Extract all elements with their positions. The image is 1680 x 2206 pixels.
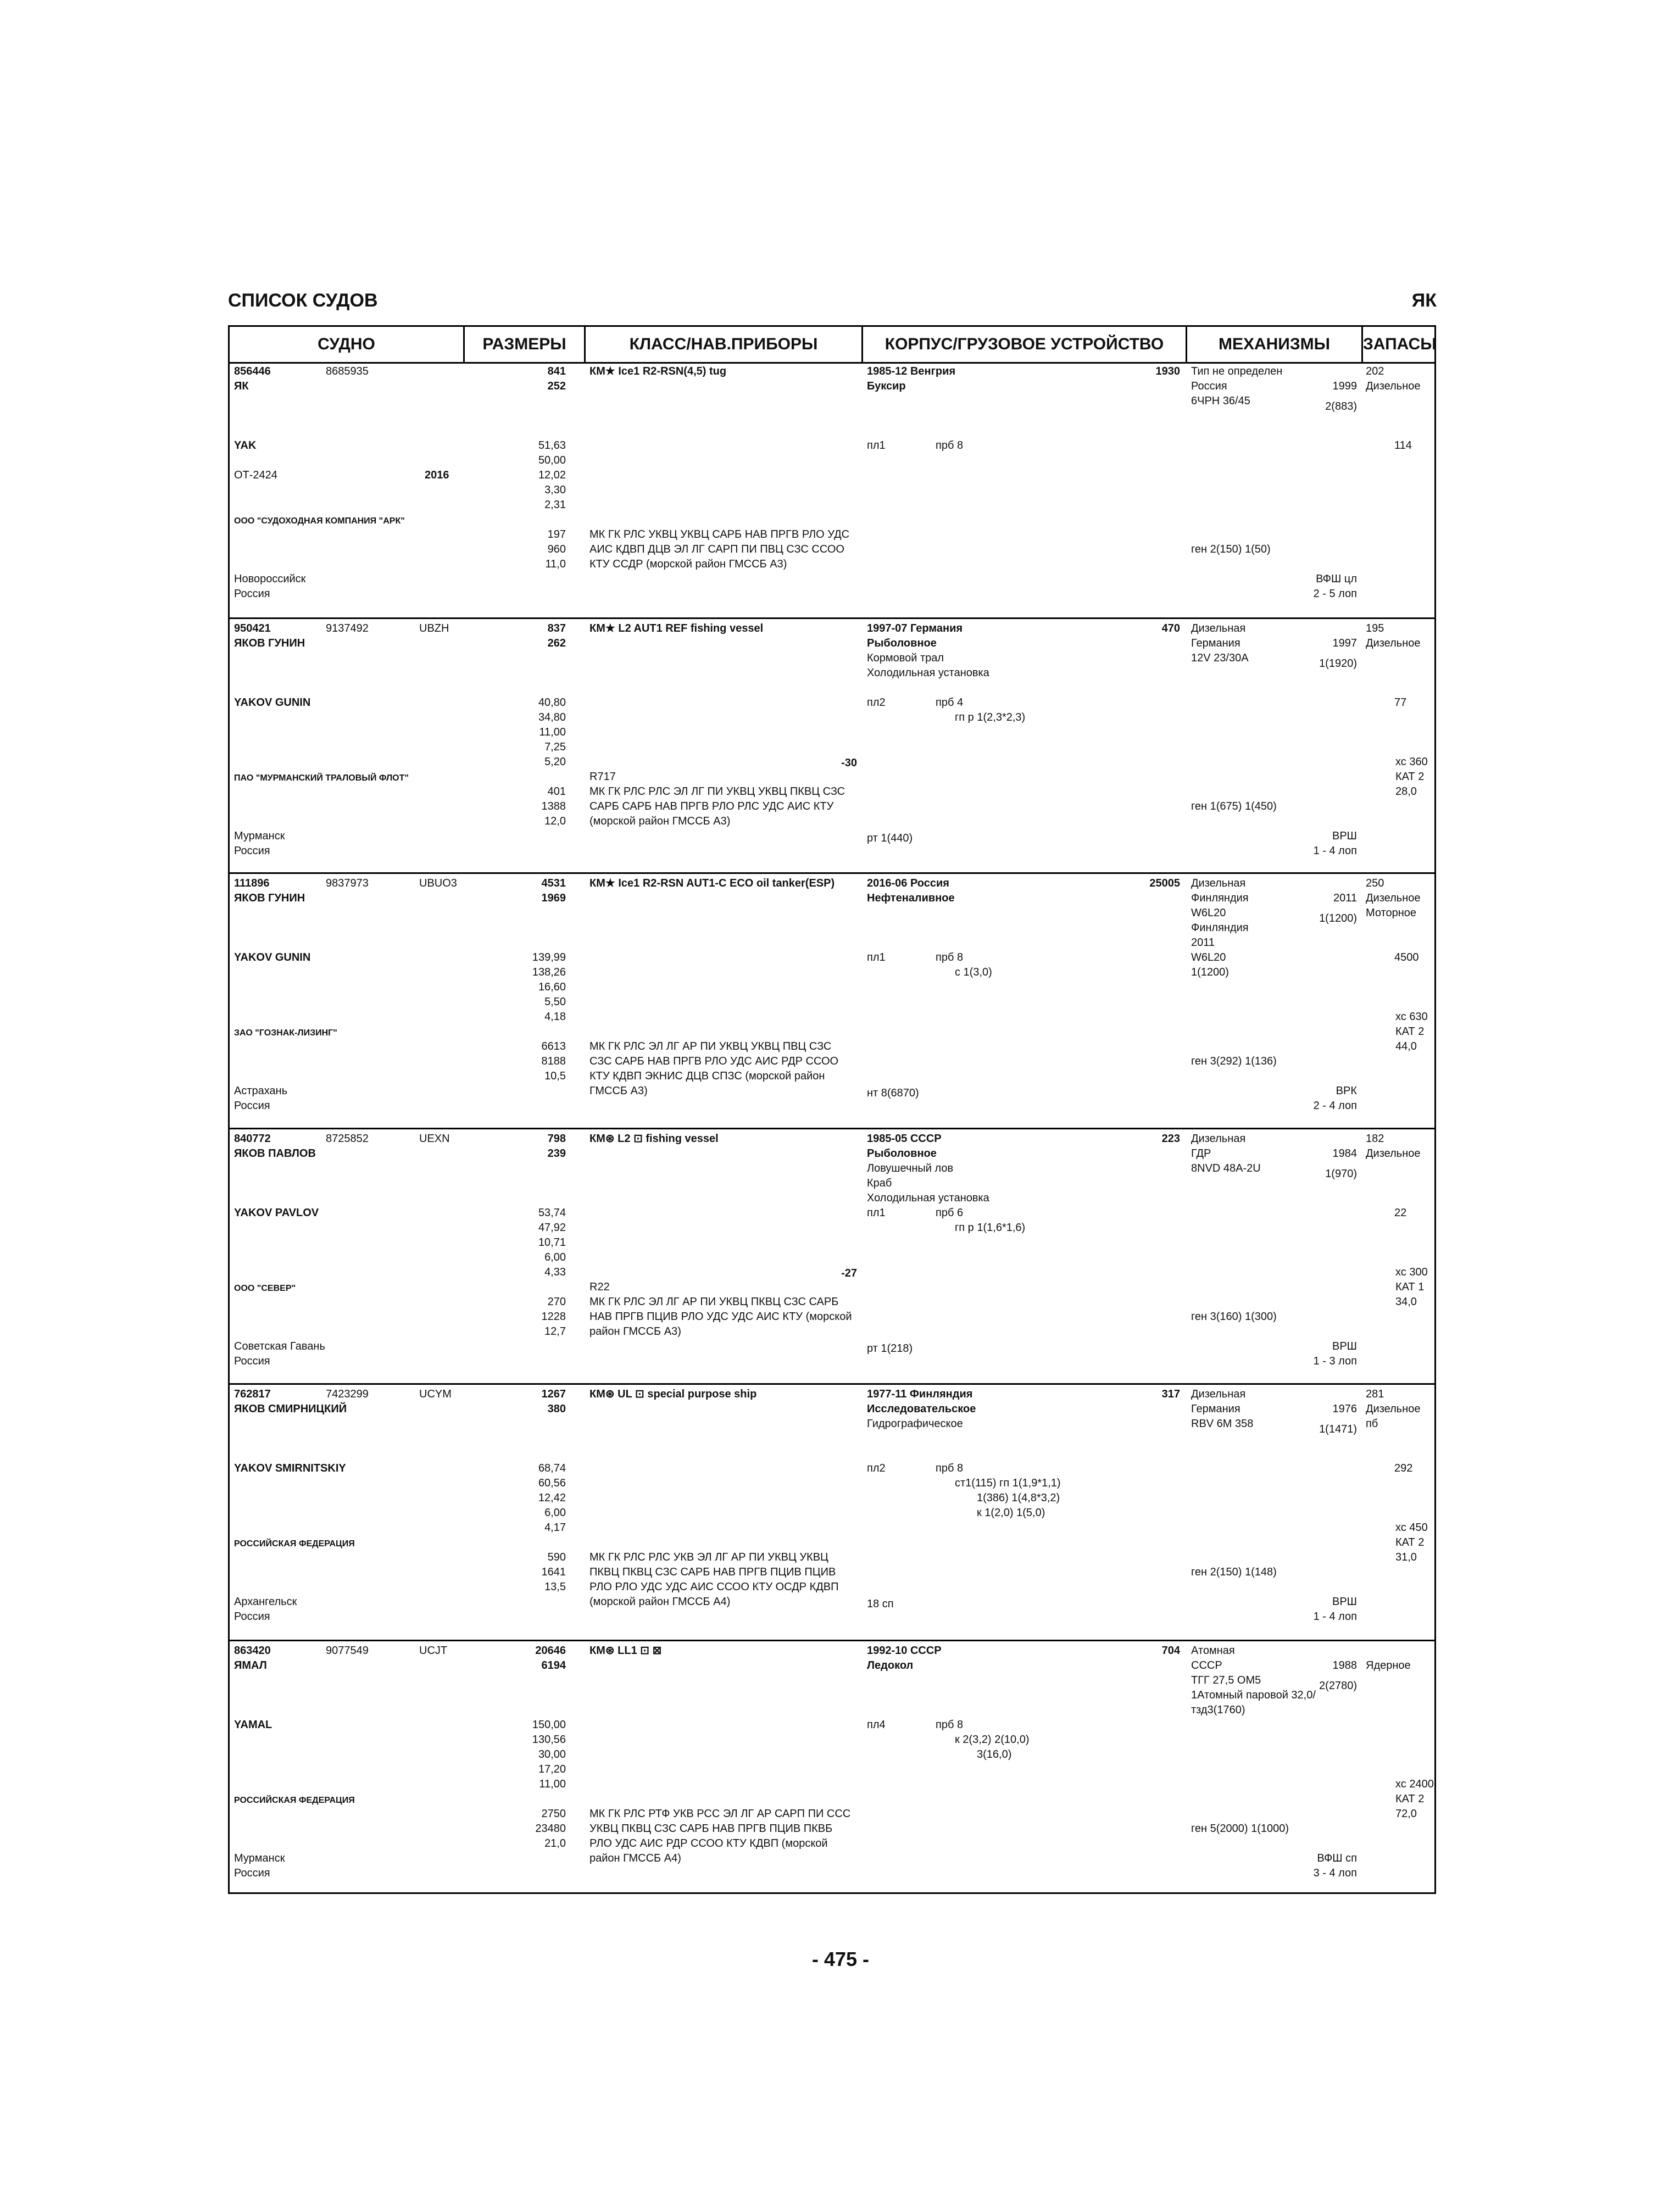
fuel-type: Ядерное: [1366, 1659, 1411, 1672]
engine-extra: Финляндия: [1191, 922, 1249, 934]
engine-country: Финляндия: [1191, 892, 1249, 904]
tonnage-value: 11,0: [545, 558, 566, 570]
category: КАТ 2: [1395, 1793, 1425, 1805]
tonnage-value: 2750: [541, 1808, 566, 1820]
propeller: ВФШ сп: [1317, 1852, 1357, 1864]
propeller: ВРШ: [1332, 1340, 1357, 1352]
vessel-owner: ООО "СУДОХОДНАЯ КОМПАНИЯ "АРК": [234, 516, 405, 526]
vessel-name: ЯМАЛ: [234, 1659, 267, 1672]
nav-equipment: МК ГК РЛС РЛС ЭЛ ЛГ ПИ УКВЦ УКВЦ ПКВЦ СЗС САРБ САРБ НАВ ПРГВ РЛО РЛС УДС АИС КТУ (морской район ГМССБ А3): [589, 786, 845, 827]
dimension-value: 11,00: [539, 726, 566, 738]
dimension-value: 47,92: [538, 1222, 566, 1234]
vessel-country: Россия: [234, 1100, 270, 1112]
build-info: 1992-10 СССР: [867, 1645, 942, 1657]
fuel-extra: Моторное: [1366, 907, 1417, 919]
gross-tonnage: 837: [547, 622, 566, 634]
engine-type: Дизельная: [1191, 877, 1246, 889]
propeller-blades: 2 - 5 лоп: [1313, 588, 1357, 600]
dimension-value: 50,00: [538, 454, 566, 466]
deck-info: пл2: [867, 697, 886, 709]
dimension-value: 4,33: [544, 1266, 566, 1278]
engine-power: 1(1920): [1319, 658, 1357, 670]
class-notation: КМ★ L2 AUT1 REF fishing vessel: [589, 622, 764, 634]
engine-extra: W6L20: [1191, 951, 1226, 963]
generators: ген 3(292) 1(136): [1191, 1055, 1277, 1067]
nav-equipment: МК ГК РЛС УКВЦ УКВЦ САРБ НАВ ПРГВ РЛО УДС АИС КДВП ДЦВ ЭЛ ЛГ САРП ПИ ПВЦ СЗС ССОО КТУ ССДР (морской район ГМССБ А3): [589, 528, 850, 570]
vessel-type: Нефтеналивное: [867, 892, 955, 904]
column-header-supplies: ЗАПАСЫ: [1361, 327, 1434, 362]
vessel-name-latin: YAKOV GUNIN: [234, 951, 311, 963]
vessel-extra-id: ОТ-2424: [234, 469, 277, 481]
speed: 44,0: [1395, 1040, 1417, 1052]
deck-info: пл1: [867, 951, 886, 963]
engine-extra: 1Атомный паровой 32,0/: [1191, 1689, 1316, 1701]
engine-country: СССР: [1191, 1659, 1222, 1672]
nav-extra: R22: [589, 1281, 610, 1293]
fuel-extra: пб: [1366, 1418, 1378, 1430]
tonnage-value: 401: [547, 786, 566, 798]
vessel-record: [230, 872, 1434, 1128]
engine-power: 1(970): [1325, 1168, 1357, 1180]
vessel-reg-number: 111896: [234, 877, 270, 889]
engine-model: 8NVD 48A-2U: [1191, 1162, 1261, 1174]
water-amount: 4500: [1394, 951, 1419, 963]
propeller: ВФШ цл: [1316, 573, 1357, 585]
engine-year: 1976: [1332, 1403, 1357, 1415]
tonnage-value: 1388: [541, 800, 566, 812]
vessel-type: Рыболовное: [867, 637, 937, 649]
fuel-amount: 202: [1366, 365, 1384, 377]
tonnage-value: 1641: [541, 1566, 566, 1578]
hull-number: 470: [1161, 622, 1180, 634]
water-amount: 292: [1394, 1462, 1413, 1474]
engine-type: Дизельная: [1191, 1388, 1246, 1400]
vessel-name: ЯКОВ СМИРНИЦКИЙ: [234, 1403, 347, 1415]
engine-extra: 1(1200): [1191, 966, 1229, 978]
vessel-owner: ООО "СЕВЕР": [234, 1284, 296, 1293]
propeller-blades: 2 - 4 лоп: [1313, 1100, 1357, 1112]
vessel-name: ЯКОВ ПАВЛОВ: [234, 1147, 316, 1160]
generators: ген 2(150) 1(148): [1191, 1566, 1277, 1578]
dimension-value: 139,99: [532, 951, 566, 963]
engine-power: 2(883): [1325, 400, 1357, 413]
tonnage-value: 6613: [541, 1040, 566, 1052]
net-tonnage: 6194: [541, 1659, 566, 1672]
vessel-record: [230, 617, 1434, 872]
generators: ген 2(150) 1(50): [1191, 543, 1271, 555]
tonnage-value: 23480: [535, 1823, 566, 1835]
nav-extra: R717: [589, 771, 616, 783]
vessel-country: Россия: [234, 1867, 270, 1879]
dimension-value: 68,74: [538, 1462, 566, 1474]
tonnage-value: 12,0: [544, 815, 566, 827]
fuel-amount: 195: [1366, 622, 1384, 634]
page-header: [228, 290, 1437, 317]
vessel-call-sign: UBZH: [419, 622, 449, 634]
vessel-country: Россия: [234, 588, 270, 600]
vessel-reg-number: 856446: [234, 365, 271, 377]
vessel-imo: 7423299: [326, 1388, 369, 1400]
column-header-machinery: МЕХАНИЗМЫ: [1186, 327, 1361, 362]
vessel-port: Советская Гавань: [234, 1340, 325, 1352]
build-info: 1977-11 Финляндия: [867, 1388, 973, 1400]
dimension-value: 150,00: [532, 1719, 566, 1731]
ice-temperature: -30: [841, 757, 857, 769]
dimension-value: 34,80: [538, 711, 566, 723]
class-notation: КМ★ Ice1 R2-RSN(4,5) tug: [589, 365, 727, 377]
dimension-value: 6,00: [544, 1251, 566, 1263]
deck-info: пл2: [867, 1462, 886, 1474]
dimension-value: 3,30: [544, 484, 566, 496]
engine-model: 6ЧРН 36/45: [1191, 395, 1250, 407]
bulkheads-info: прб 8: [936, 1719, 964, 1731]
tonnage-value: 270: [547, 1296, 566, 1308]
vessel-record: [230, 362, 1434, 617]
vessel-call-sign: UBUO3: [419, 877, 457, 889]
nav-equipment: МК ГК РЛС РТФ УКВ РСС ЭЛ ЛГ АР САРП ПИ ССС УКВЦ ПКВЦ СЗС САРБ НАВ ПРГВ ПЦИВ ПКВБ РЛО УДС АИС РДР ССОО КТУ КДВП (морской район ГМССБ А4): [589, 1808, 851, 1864]
engine-power: 1(1471): [1319, 1423, 1357, 1435]
tonnage-value: 8188: [541, 1055, 566, 1067]
dimension-value: 53,74: [538, 1207, 566, 1219]
dimension-value: 12,42: [538, 1492, 566, 1504]
fuel-amount: 182: [1366, 1133, 1384, 1145]
cargo-note: рт 1(218): [867, 1342, 913, 1355]
cargo-gear: ст1(115) гп 1(1,9*1,1): [955, 1477, 1061, 1489]
hull-number: 223: [1161, 1133, 1180, 1145]
hull-extra: Гидрографическое: [867, 1418, 963, 1430]
class-notation: КМ★ Ice1 R2-RSN AUT1-C ECO oil tanker(ESP): [589, 877, 835, 889]
dimension-value: 11,00: [539, 1778, 566, 1790]
tonnage-value: 960: [547, 543, 566, 555]
vessel-owner: РОССИЙСКАЯ ФЕДЕРАЦИЯ: [234, 1796, 355, 1805]
gross-tonnage: 1267: [541, 1388, 566, 1400]
engine-model: ТГГ 27,5 ОМ5: [1191, 1674, 1261, 1686]
bulkheads-info: прб 8: [936, 951, 964, 963]
vessel-imo: 9077549: [326, 1645, 369, 1657]
category: КАТ 1: [1395, 1281, 1425, 1293]
ice-temperature: -27: [841, 1267, 857, 1279]
vessel-reg-number: 840772: [234, 1133, 271, 1145]
cargo-gear: гп р 1(1,6*1,6): [955, 1222, 1026, 1234]
engine-model: 12V 23/30A: [1191, 652, 1249, 664]
engine-extra: 2011: [1191, 937, 1215, 949]
category: КАТ 2: [1395, 1536, 1425, 1548]
engine-country: Германия: [1191, 637, 1240, 649]
fuel-type: Дизельное: [1366, 892, 1421, 904]
engine-model: RBV 6M 358: [1191, 1418, 1254, 1430]
dimension-value: 7,25: [544, 741, 566, 753]
engine-year: 2011: [1333, 892, 1357, 904]
tonnage-value: 197: [547, 528, 566, 541]
column-header-hull: КОРПУС/ГРУЗОВОЕ УСТРОЙСТВО: [861, 327, 1186, 362]
propeller: ВРШ: [1332, 1596, 1357, 1608]
cargo-note: 18 сп: [867, 1598, 894, 1610]
engine-type: Тип не определен: [1191, 365, 1283, 377]
engine-power: 1(1200): [1319, 912, 1357, 924]
cargo-note: рт 1(440): [867, 832, 913, 844]
vessel-port: Мурманск: [234, 830, 285, 842]
dimension-value: 60,56: [538, 1477, 566, 1489]
cargo-note: нт 8(6870): [867, 1087, 919, 1099]
bulkheads-info: прб 6: [936, 1207, 964, 1219]
range: хс 2400: [1395, 1778, 1434, 1790]
class-notation: КМ⊛ UL ⊡ special purpose ship: [589, 1388, 757, 1400]
generators: ген 3(160) 1(300): [1191, 1311, 1277, 1323]
propeller-blades: 1 - 3 лоп: [1313, 1355, 1357, 1367]
dimension-value: 138,26: [532, 966, 566, 978]
dimension-value: 5,20: [544, 756, 566, 768]
vessel-reg-number: 762817: [234, 1388, 271, 1400]
vessel-owner: ЗАО "ГОЗНАК-ЛИЗИНГ": [234, 1028, 337, 1038]
tonnage-value: 1228: [541, 1311, 566, 1323]
column-header-class: КЛАСС/НАВ.ПРИБОРЫ: [584, 327, 861, 362]
net-tonnage: 1969: [541, 892, 566, 904]
engine-country: Россия: [1191, 380, 1227, 392]
engine-type: Атомная: [1191, 1645, 1235, 1657]
category: КАТ 2: [1395, 771, 1425, 783]
page-title: СПИСОК СУДОВ: [228, 290, 378, 311]
hull-extra: Ловушечный лов: [867, 1162, 954, 1174]
page-number: - 475 -: [811, 1948, 870, 1970]
vessel-name-latin: YAKOV PAVLOV: [234, 1207, 319, 1219]
propeller: ВРШ: [1332, 830, 1357, 842]
vessel-call-sign: UCJT: [419, 1645, 448, 1657]
vessel-name: ЯКОВ ГУНИН: [234, 637, 305, 649]
nav-equipment: МК ГК РЛС РЛС УКВ ЭЛ ЛГ АР ПИ УКВЦ УКВЦ ПКВЦ ПКВЦ СЗС САРБ НАВ ПРГВ ПЦИВ ПЦИВ РЛО РЛО УДС УДС АИС ССОО КТУ ОСДР КДВП (морской район ГМССБ А4): [589, 1551, 839, 1608]
dimension-value: 4,17: [544, 1522, 566, 1534]
class-notation: КМ⊛ L2 ⊡ fishing vessel: [589, 1133, 719, 1145]
water-amount: 77: [1394, 697, 1407, 709]
dimension-value: 51,63: [538, 439, 566, 452]
vessel-reg-number: 863420: [234, 1645, 271, 1657]
fuel-amount: 250: [1366, 877, 1384, 889]
speed: 34,0: [1395, 1296, 1417, 1308]
vessel-name-latin: YAKOV SMIRNITSKIY: [234, 1462, 346, 1474]
gross-tonnage: 20646: [535, 1645, 566, 1657]
vessel-extra-year: 2016: [425, 469, 449, 481]
range: хс 300: [1395, 1266, 1428, 1278]
vessel-type: Исследовательское: [867, 1403, 976, 1415]
vessel-imo: 8725852: [326, 1133, 369, 1145]
dimension-value: 30,00: [538, 1748, 566, 1761]
engine-type: Дизельная: [1191, 622, 1246, 634]
bulkheads-info: прб 8: [936, 439, 964, 452]
vessel-call-sign: UEXN: [419, 1133, 450, 1145]
range: хс 630: [1395, 1011, 1428, 1023]
fuel-type: Дизельное: [1366, 1403, 1421, 1415]
cargo-gear: с 1(3,0): [955, 966, 992, 978]
speed: 72,0: [1395, 1808, 1417, 1820]
dimension-value: 10,71: [538, 1236, 566, 1249]
speed: 28,0: [1395, 786, 1417, 798]
deck-info: пл1: [867, 439, 886, 452]
vessel-record: [230, 1128, 1434, 1383]
engine-country: Германия: [1191, 1403, 1240, 1415]
fuel-type: Дизельное: [1366, 380, 1421, 392]
vessel-type: Ледокол: [867, 1659, 914, 1672]
dimension-value: 16,60: [538, 981, 566, 993]
tonnage-value: 10,5: [544, 1070, 566, 1082]
speed: 31,0: [1395, 1551, 1417, 1563]
cargo-gear: 3(16,0): [977, 1748, 1012, 1761]
range: хс 360: [1395, 756, 1428, 768]
vessel-port: Архангельск: [234, 1596, 297, 1608]
fuel-amount: 281: [1366, 1388, 1384, 1400]
fuel-type: Дизельное: [1366, 637, 1421, 649]
tonnage-value: 12,7: [544, 1325, 566, 1338]
vessel-imo: 9137492: [326, 622, 369, 634]
vessel-imo: 8685935: [326, 365, 369, 377]
dimension-value: 40,80: [538, 697, 566, 709]
vessel-name-latin: YAKOV GUNIN: [234, 697, 311, 709]
bulkheads-info: прб 4: [936, 697, 964, 709]
dimension-value: 12,02: [538, 469, 566, 481]
build-info: 1985-05 СССР: [867, 1133, 942, 1145]
hull-number: 704: [1161, 1645, 1180, 1657]
vessel-record: [230, 1640, 1434, 1892]
vessel-name: ЯКОВ ГУНИН: [234, 892, 305, 904]
category: КАТ 2: [1395, 1026, 1425, 1038]
engine-year: 1984: [1332, 1147, 1357, 1160]
engine-year: 1997: [1332, 637, 1357, 649]
hull-extra: Кормовой трал: [867, 652, 944, 664]
engine-year: 1999: [1332, 380, 1357, 392]
propeller-blades: 1 - 4 лоп: [1313, 845, 1357, 857]
column-header-vessel: СУДНО: [318, 335, 375, 353]
nav-equipment: МК ГК РЛС ЭЛ ЛГ АР ПИ УКВЦ УКВЦ ПВЦ СЗС СЗС САРБ НАВ ПРГВ РЛО УДС АИС РДР ССОО КТУ КДВП ЭКНИС ДЦВ СПЗС (морской район ГМССБ А3): [589, 1040, 839, 1097]
vessel-country: Россия: [234, 1355, 270, 1367]
build-info: 2016-06 Россия: [867, 877, 949, 889]
vessel-name: ЯК: [234, 380, 249, 392]
dimension-value: 130,56: [532, 1734, 566, 1746]
build-info: 1997-07 Германия: [867, 622, 963, 634]
propeller: ВРК: [1336, 1085, 1357, 1097]
tonnage-value: 21,0: [544, 1837, 566, 1850]
vessel-owner: РОССИЙСКАЯ ФЕДЕРАЦИЯ: [234, 1539, 355, 1548]
dimension-value: 4,18: [544, 1011, 566, 1023]
vessel-name-latin: YAMAL: [234, 1719, 272, 1731]
gross-tonnage: 841: [547, 365, 566, 377]
vessel-port: Мурманск: [234, 1852, 285, 1864]
net-tonnage: 239: [547, 1147, 566, 1160]
engine-extra: тзд3(1760): [1191, 1704, 1245, 1716]
hull-number: 317: [1161, 1388, 1180, 1400]
water-amount: 22: [1394, 1207, 1407, 1219]
vessel-type: Рыболовное: [867, 1147, 937, 1160]
hull-extra: Холодильная установка: [867, 667, 989, 679]
net-tonnage: 380: [547, 1403, 566, 1415]
net-tonnage: 262: [547, 637, 566, 649]
propeller-blades: 1 - 4 лоп: [1313, 1611, 1357, 1623]
hull-extra: Холодильная установка: [867, 1192, 989, 1204]
vessel-owner: ПАО "МУРМАНСКИЙ ТРАЛОВЫЙ ФЛОТ": [234, 773, 409, 783]
deck-info: пл4: [867, 1719, 886, 1731]
generators: ген 1(675) 1(450): [1191, 800, 1277, 812]
engine-type: Дизельная: [1191, 1133, 1246, 1145]
dimension-value: 6,00: [544, 1507, 566, 1519]
gross-tonnage: 4531: [541, 877, 566, 889]
net-tonnage: 252: [547, 380, 566, 392]
dimension-value: 17,20: [538, 1763, 566, 1775]
tonnage-value: 13,5: [544, 1581, 566, 1593]
propeller-blades: 3 - 4 лоп: [1313, 1867, 1357, 1879]
bulkheads-info: прб 8: [936, 1462, 964, 1474]
range: хс 450: [1395, 1522, 1428, 1534]
vessel-port: Новороссийск: [234, 573, 306, 585]
hull-number: 1930: [1155, 365, 1180, 377]
vessel-country: Россия: [234, 1611, 270, 1623]
generators: ген 5(2000) 1(1000): [1191, 1823, 1289, 1835]
vessel-port: Астрахань: [234, 1085, 288, 1097]
cargo-gear: гп р 1(2,3*2,3): [955, 711, 1026, 723]
dimension-value: 5,50: [544, 996, 566, 1008]
dimension-value: 2,31: [544, 499, 566, 511]
cargo-gear: к 1(2,0) 1(5,0): [977, 1507, 1045, 1519]
vessel-record: [230, 1383, 1434, 1640]
column-header-dimensions: РАЗМЕРЫ: [463, 327, 584, 362]
deck-info: пл1: [867, 1207, 886, 1219]
vessel-imo: 9837973: [326, 877, 369, 889]
vessel-reg-number: 950421: [234, 622, 271, 634]
vessel-type: Буксир: [867, 380, 906, 392]
fuel-type: Дизельное: [1366, 1147, 1421, 1160]
engine-year: 1988: [1332, 1659, 1357, 1672]
hull-extra: Краб: [867, 1177, 892, 1189]
build-info: 1985-12 Венгрия: [867, 365, 956, 377]
cargo-gear: к 2(3,2) 2(10,0): [955, 1734, 1030, 1746]
tonnage-value: 590: [547, 1551, 566, 1563]
engine-power: 2(2780): [1319, 1680, 1357, 1692]
page-letter: ЯК: [1411, 290, 1437, 311]
engine-country: ГДР: [1191, 1147, 1211, 1160]
vessel-call-sign: UCYM: [419, 1388, 452, 1400]
gross-tonnage: 798: [547, 1133, 566, 1145]
table-header: [230, 327, 1437, 364]
cargo-gear: 1(386) 1(4,8*3,2): [977, 1492, 1060, 1504]
vessel-country: Россия: [234, 845, 270, 857]
class-notation: КМ⊛ LL1 ⊡ ⊠: [589, 1645, 662, 1657]
hull-number: 25005: [1149, 877, 1180, 889]
water-amount: 114: [1394, 439, 1412, 452]
vessel-name-latin: YAK: [234, 439, 257, 452]
nav-equipment: МК ГК РЛС ЭЛ ЛГ АР ПИ УКВЦ ПКВЦ СЗС САРБ НАВ ПРГВ ПЦИВ РЛО УДС УДС АИС КТУ (морской район ГМССБ А3): [589, 1296, 852, 1338]
engine-model: W6L20: [1191, 907, 1226, 919]
vessel-table: [228, 325, 1436, 1894]
